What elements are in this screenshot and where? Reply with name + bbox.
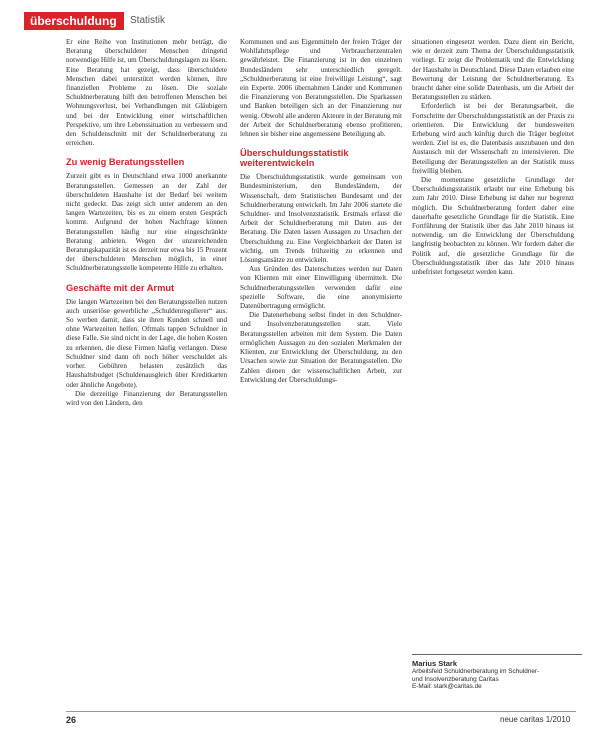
column-1 — [66, 38, 227, 408]
author-box — [412, 654, 582, 691]
paragraph: Kommunen und aus Eigenmitteln der freien Träger der Wohlfahrtspflege und Verbraucherzentralen gewährleistet. Die Finanzierung ist in den einzelnen Bundesländern sehr unterschiedlich geregelt. „Schuldnerberatung ist eine freiwillige Leistung“, sagt ein Experte. 2006 übernahmen Länder und Kommunen die Finanzierung von Beratungsstellen. Die Sparkassen und Banken beteiligen sich an der Finanzierung nur wenig. Obwohl alle anderen Akteure in der Beratung mit der Arbeit der Schuldnerberatung ebenso profitieren, lehnen sie bisher eine angemessene Beteiligung ab. — [240, 38, 402, 139]
footer-divider — [66, 711, 576, 712]
column-3 — [412, 38, 574, 277]
author-affiliation-2: und Insolvenzberatung Caritas — [412, 675, 499, 683]
paragraph: Zurzeit gibt es in Deutschland etwa 1000 anerkannte Beratungsstellen. Gemessen an der Zahl der überschuldeten Haushalte ist der Bedarf bei weitem nicht gedeckt. Das zeigt sich unter anderem an den langen Wartezeiten, bis es zu einem ersten Gespräch kommt. Aufgrund der hohen Nachfrage können Beratungsstellen häufig nur eine eingeschränkte Beratung anbieten. Wegen der unzureichenden Beratungskapazität ist es derzeit nur etwa bis 15 Prozent der überschuldeten Menschen möglich, in einer Schuldnerberatungsstelle kompetente Hilfe zu erhalten. — [66, 172, 227, 273]
section-subtitle: Statistik — [130, 15, 166, 26]
subheading-statistik: Überschuldungsstatistik weiterentwickeln — [240, 148, 349, 169]
author-affiliation: Arbeitsfeld Schuldnerberatung im Schuldner- — [412, 668, 540, 675]
section-tab: überschuldung — [24, 12, 124, 30]
subheading-armut: Geschäfte mit der Armut — [66, 282, 175, 293]
column-2 — [240, 38, 402, 385]
author-name: Marius Stark — [412, 659, 458, 668]
paragraph: situationen eingesetzt werden. Dazu dient ein Bericht, wie er derzeit zum Thema der Überschuldungsstatistik vorliegt. Er zeigt die Problematik und die Entwicklung der Haushalte in Deutschland. Diese Daten erlauben eine Bewertung der Leistung der Schuldnerberatung. Es braucht daher eine solide Datenbasis, um die Arbeit der Beratungsstellen zu stärken. — [412, 38, 574, 102]
page-number: 26 — [66, 715, 77, 725]
paragraph: Die Datenerhebung selbst findet in den Schuldner- und Insolvenzberatungsstellen statt. Viele Beratungsstellen arbeiten mit dem System. Die Daten ermöglichen Aussagen zu den sozialen Merkmalen der Klienten, zur Entwicklung der Überschuldung, zu den Ursachen sowie zur Situation der Beratungsstellen. Die Zahlen dienen der wissenschaftlichen Arbeit, zur Entwicklung der Überschuldungs- — [240, 311, 402, 384]
paragraph: Er eine Reihe von Institutionen mehr beträgt, die Beratung überschuldeter Menschen dringend notwendige Hilfe ist, um Überschuldungslagen zu lösen. Eine Beratung hat gezeigt, dass überschuldete Menschen dabei unterstützt werden können, ihre finanziellen Probleme zu lösen. Die soziale Schuldnerberatung hilft den betroffenen Menschen bei Wohnungsverlust, bei Verhandlungen mit Gläubigern und bei der Entwicklung einer wirtschaftlichen Perspektive, um ihre Lebenssituation zu verbessern und den Schuldenschnitt mit der Schuldnerberatung zu erreichen. — [66, 38, 227, 148]
section-header — [24, 12, 584, 30]
subheading-beratungsstellen: Zu wenig Beratungsstellen — [66, 157, 185, 168]
paragraph: Die momentane gesetzliche Grundlage der Überschuldungsstatistik erlaubt nur eine Erhebung bis zum Jahr 2010. Diese Erhebung ist daher nur begrenzt möglich. Die Schuldnerberatung fordert daher eine dauerhafte gesetzliche Grundlage für die Statistik. Eine Fortführung der Statistik über das Jahr 2010 hinaus ist notwendig, um die Entwicklung der Überschuldung langfristig beobachten zu können. Wir fordern daher die Politik auf, die gesetzliche Grundlage für die Überschuldungsstatistik über das Jahr 2010 hinaus unbefristet fortgesetzt werden kann. — [412, 176, 574, 277]
author-email[interactable]: E-Mail: stark@caritas.de — [412, 683, 482, 691]
paragraph: Die derzeitige Finanzierung der Beratungsstellen wird von den Ländern, den — [66, 389, 227, 407]
paragraph: Die Überschuldungsstatistik wurde gemeinsam von Bundesministerium, den Bundesländern, der Wissenschaft, dem Statistischen Bundesamt und der Schuldnerberatung entwickelt. Im Jahr 2006 startete die Schuldner- und Insolvenzstatistik. Erstmals erfasst die Arbeit der Schuldnerberatung mit Daten aus der Beratung. Die Daten lassen Aussagen zu Ursachen der Überschuldung zu. Eine Vergleichbarkeit der Daten ist wichtig, um Trends frühzeitig zu erkennen und Lösungsansätze zu entwickeln. — [240, 173, 402, 265]
paragraph: Aus Gründen des Datenschutzes werden nur Daten von Klienten mit einer Einwilligung übermittelt. Die Schuldnerberatungsstellen verwenden dafür eine spezielle Software, die eine anonymisierte Datenübertragung ermöglicht. — [240, 265, 402, 311]
paragraph: Erforderlich ist bei der Beratungsarbeit, die Fortschritte der Überschuldungsstatistik an der Praxis zu orientieren. Die Entwicklung der bundesweiten Erhebung wird auch künftig durch die Träger begleitet werden. Ziel ist es, die Datenbasis auszubauen und den Austausch mit der Wissenschaft zu intensivieren. Die Beteiligung der Beratungsstellen an der Statistik muss freiwillig bleiben. — [412, 102, 574, 175]
magazine-name: neue caritas 1/2010 — [500, 715, 571, 724]
paragraph: Die langen Wartezeiten bei den Beratungsstellen nutzen auch unseriöse gewerbliche „Schuldenregulierer“ aus. So werben damit, dass sie ihren Kunden schnell und ohne Wartezeiten helfen. Oftmals tappen Schuldner in diese Falle. Sie sind nicht in der Lage, die hohen Kosten zu erkennen, die diese Firmen häufig verlangen. Diese Schuldner sind dann oft noch höher verschuldet als vorher. Gebühren belasten zusätzlich das Haushaltsbudget (Schuldenausgleich über Kreditkarten oder ähnliche Angebote). — [66, 297, 227, 389]
